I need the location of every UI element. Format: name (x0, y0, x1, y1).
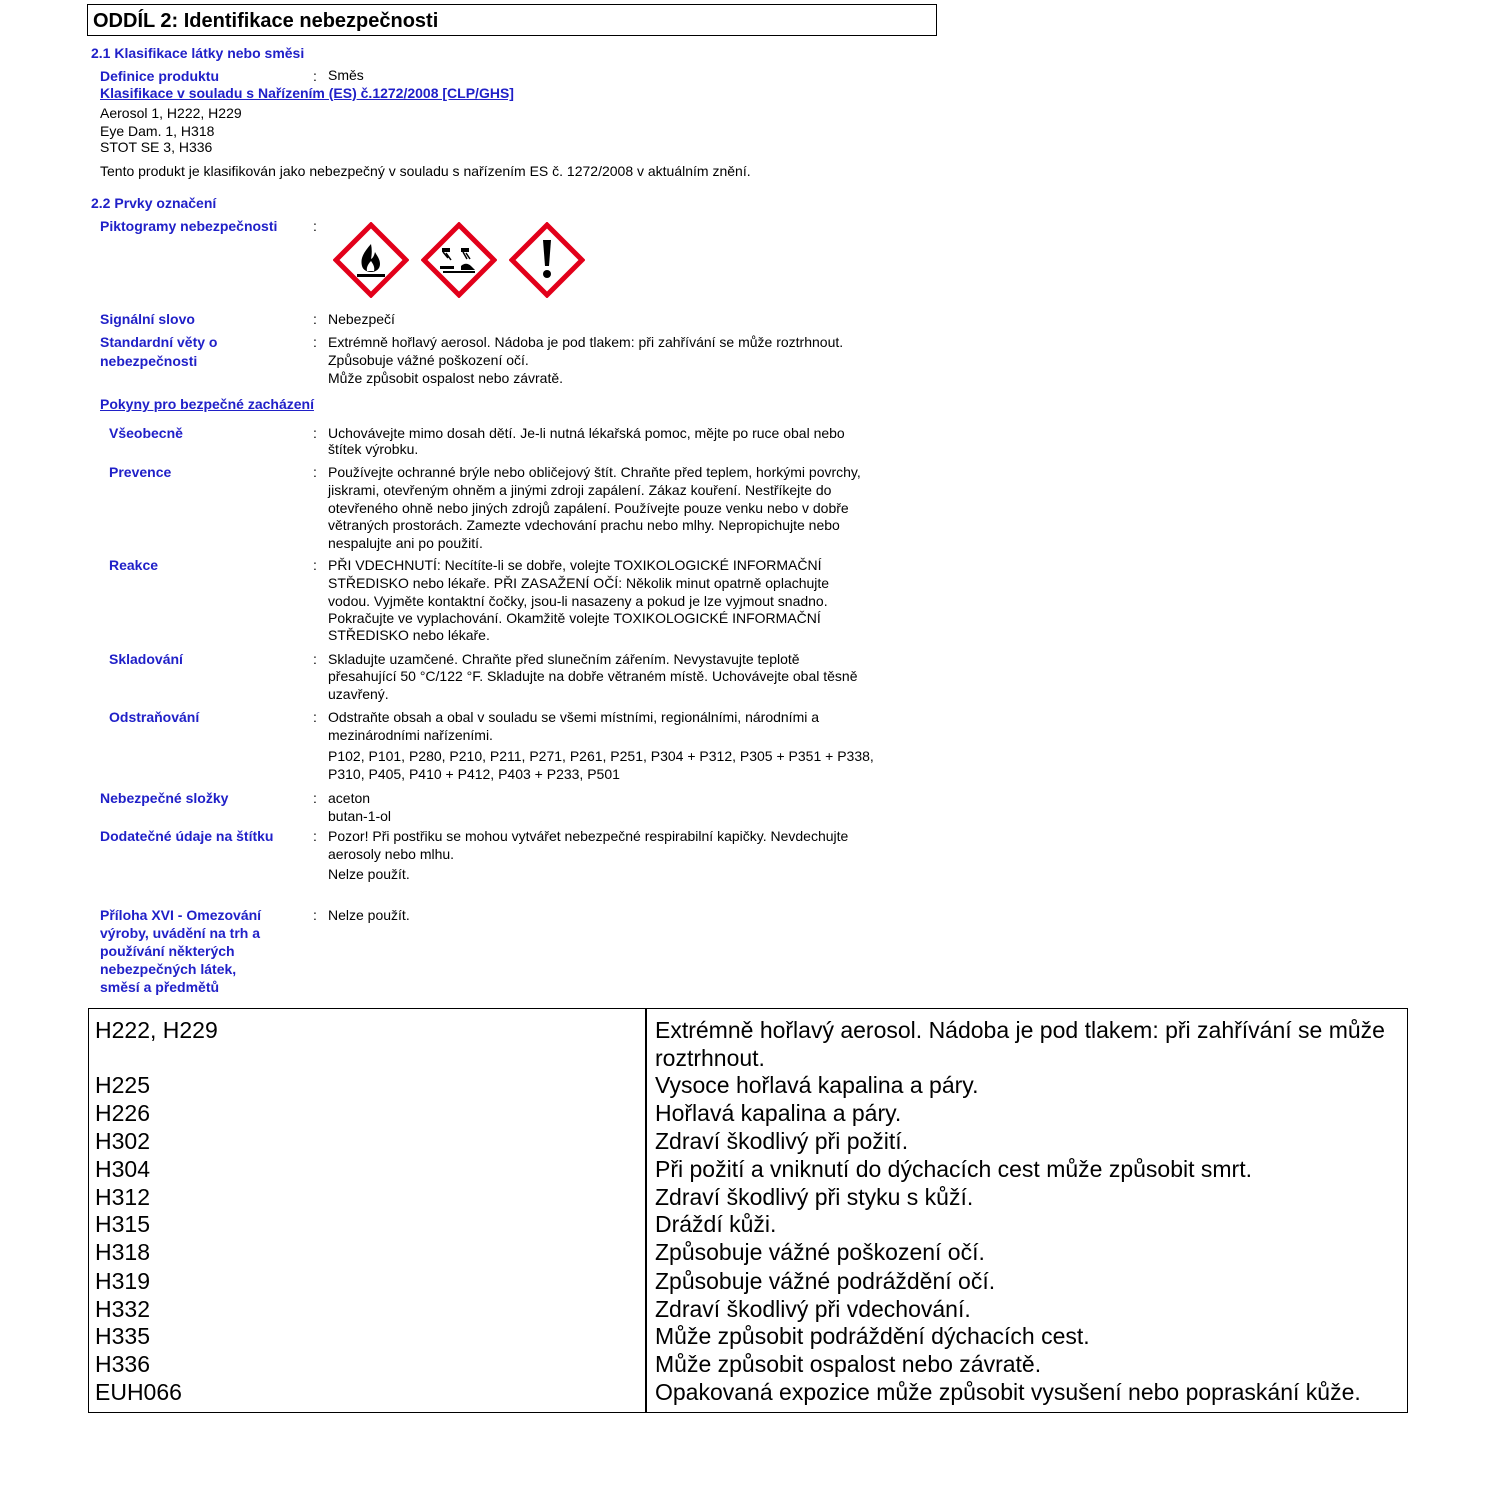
annex-label: výroby, uvádění na trh a (100, 925, 261, 941)
hazard-text: Způsobuje vážné poškození očí. (655, 1239, 985, 1265)
hazard-text: Hořlavá kapalina a páry. (655, 1100, 902, 1126)
storage-text: Skladujte uzamčené. Chraňte před slunečním zářením. Nevystavujte teplotě (328, 651, 800, 667)
colon: : (313, 651, 317, 667)
hazard-code: H222, H229 (95, 1017, 218, 1043)
reaction-text: STŘEDISKO nebo lékaře. (328, 627, 490, 643)
hazard-code: H319 (95, 1268, 150, 1294)
prevention-text: Používejte ochranné brýle nebo obličejový štít. Chraňte před teplem, horkými povrchy, (328, 464, 861, 480)
signal-word-value: Nebezpečí (328, 311, 395, 327)
hazard-code: H335 (95, 1323, 150, 1349)
p-codes-text: P102, P101, P280, P210, P211, P271, P261, P251, P304 + P312, P305 + P351 + P338, (328, 748, 874, 764)
product-definition-label: Definice produktu (100, 68, 220, 84)
general-text: štítek výrobku. (328, 441, 419, 457)
colon: : (313, 828, 317, 844)
supplemental-label: Dodatečné údaje na štítku (100, 828, 274, 844)
colon: : (313, 311, 317, 327)
hazard-statements-label: Standardní věty o (100, 334, 218, 350)
annex-label: Příloha XVI - Omezování (100, 907, 262, 923)
hazard-text: Může způsobit podráždění dýchacích cest. (655, 1323, 1090, 1349)
annex-label: nebezpečných látek, (100, 961, 237, 977)
storage-label: Skladování (109, 651, 183, 667)
colon: : (313, 557, 317, 573)
hazard-code: H318 (95, 1239, 150, 1265)
hazard-code: H226 (95, 1100, 150, 1126)
hazardous-component: butan-1-ol (328, 808, 392, 824)
hazard-code: H302 (95, 1128, 150, 1154)
general-text: Uchovávejte mimo dosah dětí. Je-li nutná lékařská pomoc, mějte po ruce obal nebo (328, 425, 845, 441)
pictograms-label: Piktogramy nebezpečnosti (100, 218, 278, 234)
prevention-text: jiskrami, otevřeným ohněm a jinými zdroji zapálení. Zákaz kouření. Nestříkejte do (328, 482, 832, 498)
signal-word-label: Signální slovo (100, 311, 195, 327)
classification-item: STOT SE 3, H336 (100, 139, 213, 155)
hazard-text: Vysoce hořlavá kapalina a páry. (655, 1072, 979, 1098)
heading-2-1: 2.1 Klasifikace látky nebo směsi (91, 45, 305, 61)
annex-label: směsí a předmětů (100, 979, 220, 995)
disposal-text: Odstraňte obsah a obal v souladu se všemi místními, regionálními, národními a (328, 709, 820, 725)
colon: : (313, 218, 317, 234)
classification-link[interactable]: Klasifikace v souladu s Nařízením (ES) č.1272/2008 [CLP/GHS] (100, 85, 514, 101)
exclamation-icon (509, 222, 585, 298)
corrosion-icon (421, 222, 497, 298)
colon: : (313, 464, 317, 480)
hazardous-component: aceton (328, 790, 371, 806)
colon: : (313, 425, 317, 441)
supplemental-text: aerosoly nebo mlhu. (328, 846, 455, 862)
hazard-code: EUH066 (95, 1379, 182, 1405)
precautionary-link[interactable]: Pokyny pro bezpečné zacházení (100, 396, 314, 412)
hazard-code: H225 (95, 1072, 150, 1098)
hazard-text: Dráždí kůži. (655, 1211, 777, 1237)
hazard-code: H332 (95, 1296, 150, 1322)
storage-text: přesahující 50 °C/122 °F. Skladujte na dobře větraném místě. Uchovávejte obal těsně (328, 668, 858, 684)
product-definition-value: Směs (328, 67, 364, 83)
prevention-label: Prevence (109, 464, 172, 480)
prevention-text: otevřeného ohně nebo jiných zdrojů zapálení. Používejte pouze venku nebo v dobře (328, 500, 849, 516)
colon: : (313, 907, 317, 923)
reaction-label: Reakce (109, 557, 159, 573)
general-label: Všeobecně (109, 425, 183, 441)
hazard-statement: Způsobuje vážné poškození očí. (328, 352, 529, 368)
section-title: ODDÍL 2: Identifikace nebezpečnosti (93, 10, 439, 32)
heading-2-2: 2.2 Prvky označení (91, 195, 217, 211)
supplemental-text: Pozor! Při postřiku se mohou vytvářet nebezpečné respirabilní kapičky. Nevdechujte (328, 828, 849, 844)
hazard-statement: Může způsobit ospalost nebo závratě. (328, 370, 564, 386)
disposal-text: mezinárodními nařízeními. (328, 727, 493, 743)
hazardous-components-label: Nebezpečné složky (100, 790, 229, 806)
hazard-statement: Extrémně hořlavý aerosol. Nádoba je pod tlakem: při zahřívání se může roztrhnout. (328, 334, 844, 350)
p-codes-text: P310, P405, P410 + P412, P403 + P233, P501 (328, 766, 620, 782)
hazard-text: Při požití a vniknutí do dýchacích cest může způsobit smrt. (655, 1156, 1252, 1182)
reaction-text: STŘEDISKO nebo lékaře. PŘI ZASAŽENÍ OČÍ: Několik minut opatrně oplachujte (328, 575, 830, 591)
hazard-text: Zdraví škodlivý při styku s kůží. (655, 1184, 974, 1210)
hazard-text: Extrémně hořlavý aerosol. Nádoba je pod tlakem: při zahřívání se může roztrhnout. (655, 1017, 1385, 1071)
hazard-code: H315 (95, 1211, 150, 1237)
prevention-text: větraných prostorách. Zamezte vdechování prachu nebo mlhy. Nepropichujte nebo (328, 517, 840, 533)
hazard-text: Zdraví škodlivý při požití. (655, 1128, 909, 1154)
hazard-statements-label-2: nebezpečnosti (100, 353, 198, 369)
classification-item: Aerosol 1, H222, H229 (100, 105, 242, 121)
colon: : (313, 68, 317, 84)
annex-value: Nelze použít. (328, 907, 410, 923)
hazard-statements-table (88, 1008, 1408, 1413)
storage-text: uzavřený. (328, 686, 389, 702)
classification-note: Tento produkt je klasifikován jako nebezpečný v souladu s nařízením ES č. 1272/2008 v aktuálním znění. (100, 163, 751, 179)
reaction-text: Pokračujte ve vyplachování. Okamžitě volejte TOXIKOLOGICKÉ INFORMAČNÍ (328, 610, 821, 626)
disposal-label: Odstraňování (109, 709, 200, 725)
colon: : (313, 334, 317, 350)
hazard-text: Opakovaná expozice může způsobit vysušení nebo popraskání kůže. (655, 1379, 1361, 1405)
annex-label: používání některých (100, 943, 235, 959)
colon: : (313, 709, 317, 725)
supplemental-text: Nelze použít. (328, 866, 410, 882)
colon: : (313, 790, 317, 806)
prevention-text: nespalujte ani po použití. (328, 535, 483, 551)
hazard-text: Zdraví škodlivý při vdechování. (655, 1296, 971, 1322)
table-row (89, 1016, 1407, 1072)
hazard-text: Způsobuje vážné podráždění očí. (655, 1268, 996, 1294)
hazard-code: H312 (95, 1184, 150, 1210)
hazard-text: Může způsobit ospalost nebo závratě. (655, 1351, 1042, 1377)
hazard-code: H336 (95, 1351, 150, 1377)
reaction-text: vodou. Vyjměte kontaktní čočky, jsou-li nasazeny a pokud je lze vyjmout snadno. (328, 593, 828, 609)
hazard-code: H304 (95, 1156, 150, 1182)
reaction-text: PŘI VDECHNUTÍ: Necítíte-li se dobře, volejte TOXIKOLOGICKÉ INFORMAČNÍ (328, 557, 822, 573)
classification-item: Eye Dam. 1, H318 (100, 123, 215, 139)
section-header (87, 4, 937, 36)
flame-icon (333, 222, 409, 298)
